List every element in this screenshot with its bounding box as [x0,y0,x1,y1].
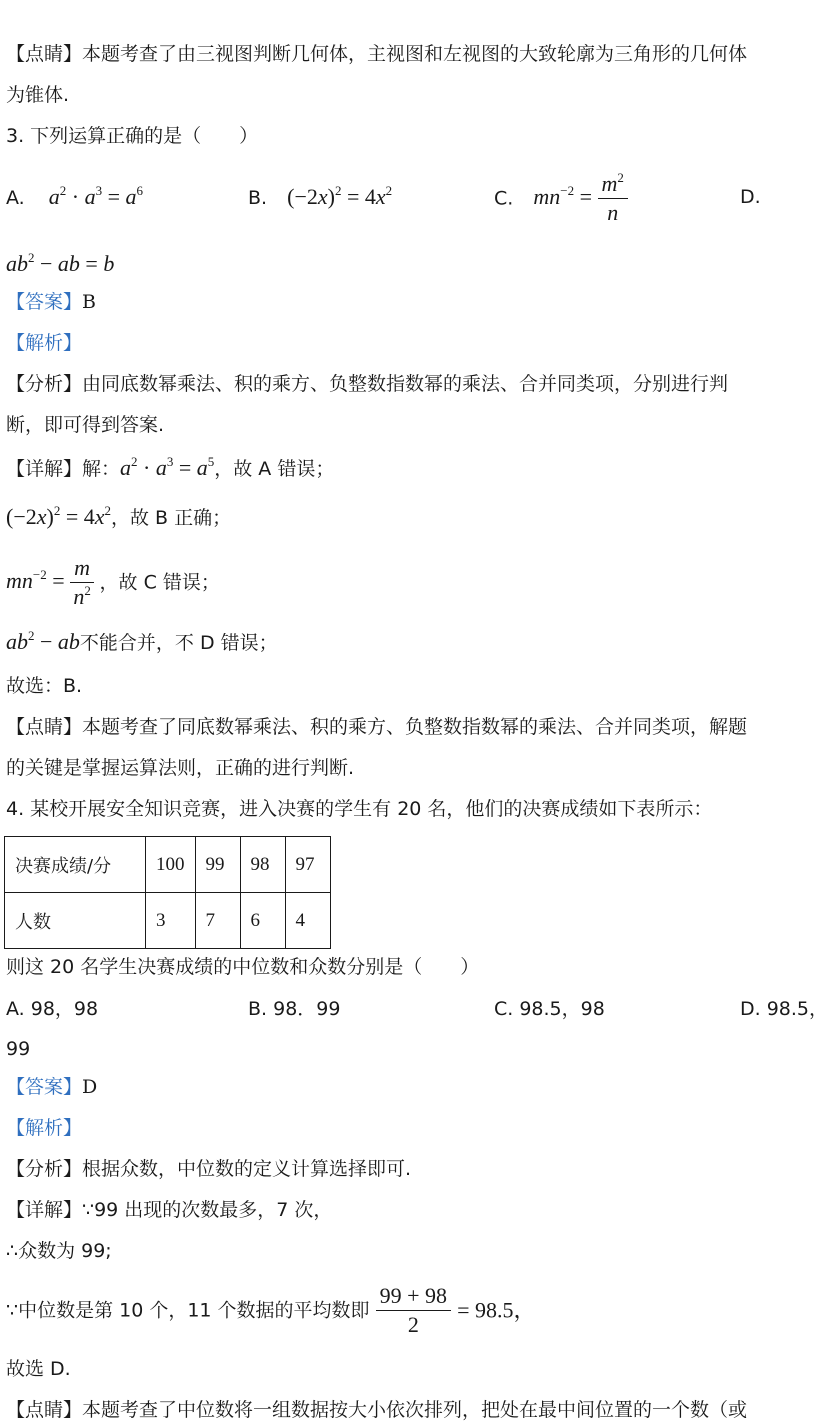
xiangjie-formula-d: $ab^2$ − ab [6,628,80,654]
table-cell: 97 [285,837,330,893]
median-fraction [376,1284,451,1337]
q3-option-b-label: B. [248,187,268,209]
q3-option-d-label: D. [740,186,761,208]
answer-4 [6,1075,97,1099]
xiangjie-4: 【详解】∵99 出现的次数最多，7 次， [6,1199,333,1221]
fenxi-4: 【分析】根据众数，中位数的定义计算选择即可. [6,1158,412,1180]
xiangjie-c-suffix: ，故 C 错误； [99,571,220,594]
xiangjie-3-b [6,505,231,530]
table-cell: 100 [146,837,196,893]
guxuan-3: 故选：B. [6,675,83,697]
table-cell: 7 [195,893,240,949]
q4-option-d-cont: 99 [6,1038,31,1060]
q3-option-d-formula: $ab^2$ − ab = b [6,250,115,276]
dianjing-3: 【点睛】本题考查了同底数幂乘法、积的乘方、负整数指数幂的乘法、合并同类项，解题 [6,716,748,738]
q4-option-a[interactable]: A. 98，98 [6,998,99,1020]
median-numerator: 99 + 98 [376,1284,451,1311]
xiangjie-3 [6,456,334,481]
zhongshu-line: ∴众数为 99; [6,1240,112,1262]
table-cell: 6 [240,893,285,949]
median-prefix: ∵中位数是第 10 个，11 个数据的平均数即 [6,1299,370,1322]
guxuan-4: 故选 D. [6,1358,71,1380]
score-table [4,836,331,949]
median-result: = 98.5， [457,1297,536,1323]
table-cell: 98 [240,837,285,893]
q3-option-b[interactable] [248,185,392,210]
dianjing-4: 【点睛】本题考查了中位数将一组数据按大小依次排列，把处在最中间位置的一个数（或 [6,1399,748,1421]
table-header-cell: 决赛成绩/分 [5,837,146,893]
median-line [6,1284,536,1337]
table-cell: 4 [285,893,330,949]
question-4-prompt: 则这 20 名学生决赛成绩的中位数和众数分别是（ ） [6,956,480,978]
median-denominator: 2 [407,1312,419,1337]
table-cell: 99 [195,837,240,893]
xiangjie-formula-b: $(-2x)^2 = 4x^2$ [6,503,112,529]
table-row [5,837,331,893]
q3-option-a-label: A. [6,187,25,209]
xiangjie-a-suffix: ，故 A 错误； [214,458,335,480]
q3-option-c-formula: $mn^{-2}$ = $\frac{m^2}{n}$ [533,184,628,209]
table-row [5,893,331,949]
q3-option-c-label: C. [494,187,514,210]
answer-3 [6,290,96,314]
fenxi-3-cont: 断，即可得到答案. [6,414,165,436]
q4-option-b[interactable]: B. 98．99 [248,998,341,1020]
table-header-cell: 人数 [5,893,146,949]
xiangjie-formula-a: $a^2 \cdot a^3 = a^5$ [120,454,215,480]
xiangjie-formula-c: $mn^{-2}$ = $\frac{m}{n^2}$ [6,568,100,593]
question-3: 3. 下列运算正确的是（ ） [6,125,259,147]
dianjing-3-cont: 的关键是掌握运算法则，正确的进行判断. [6,757,355,779]
analysis-tag: 【解析】 [6,332,83,354]
q3-option-b-formula: $(-2x)^2 = 4x^2$ [287,183,393,209]
xiangjie-b-suffix: ，故 B 正确； [111,507,232,529]
q4-option-d[interactable]: D. 98.5， [740,998,829,1020]
xiangjie-prefix: 【详解】解： [6,458,121,480]
answer-tag: 【答案】 [6,1076,83,1098]
answer-value: B [82,291,96,313]
xiangjie-3-c [6,556,220,609]
q4-option-c[interactable]: C. 98.5，98 [494,998,605,1020]
fenxi-3: 【分析】由同底数幂乘法、积的乘方、负整数指数幂的乘法、合并同类项，分别进行判 [6,373,729,395]
answer-value: D [82,1076,98,1098]
q3-option-a[interactable] [6,185,143,210]
table-cell: 3 [146,893,196,949]
answer-tag: 【答案】 [6,291,83,313]
q3-option-d[interactable] [740,185,761,209]
dianjing-line-2: 为锥体. [6,84,70,106]
dianjing-line-1: 【点睛】本题考查了由三视图判断几何体，主视图和左视图的大致轮廓为三角形的几何体 [6,43,748,65]
q3-option-c[interactable] [494,172,628,225]
question-4: 4. 某校开展安全知识竞赛，进入决赛的学生有 20 名，他们的决赛成绩如下表所示： [6,798,713,820]
q3-option-a-formula: $a^2 \cdot a^3 = a^6$ [48,183,143,209]
xiangjie-3-d [6,630,278,655]
xiangjie-d-suffix: 不能合并，不 D 错误； [79,632,278,654]
analysis-tag: 【解析】 [6,1117,83,1139]
